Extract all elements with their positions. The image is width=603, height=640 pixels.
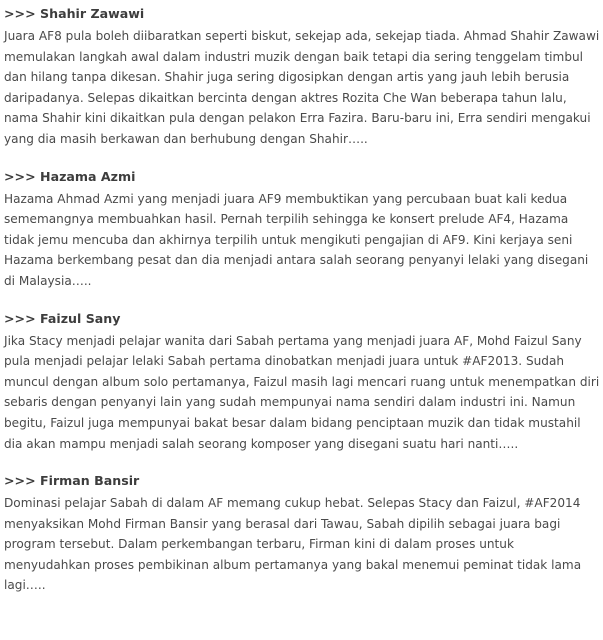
section-paragraph: Juara AF8 pula boleh diibaratkan seperti biskut, sekejap ada, sekejap tiada. Ahmad Shahir Zawawi memulakan langkah awal dalam industri muzik dengan baik tetapi dia sering tenggelam timbul dan hilang tanpa dikesan. Shahir juga sering digosipkan dengan artis yang jauh lebih berusia daripadanya. Selepas dikaitkan bercinta dengan aktres Rozita Che Wan beberapa tahun lalu, nama Shahir kini dikaitkan pula dengan pelakon Erra Fazira. Baru-baru ini, Erra sendiri mengakui yang dia masih berkawan dan berhubung dengan Shahir….. (4, 29, 600, 146)
section-faizul-sany (4, 309, 601, 455)
section-firman-bansir (4, 471, 601, 596)
section-hazama-azmi (4, 167, 601, 292)
section-heading: >>> Faizul Sany (4, 310, 121, 326)
section-paragraph: Jika Stacy menjadi pelajar wanita dari Sabah pertama yang menjadi juara AF, Mohd Faizul Sany pula menjadi pelajar lelaki Sabah pertama dinobatkan menjadi juara untuk #AF2013. Sudah muncul dengan album solo pertamanya, Faizul masih lagi mencari ruang untuk menempatkan diri sebaris dengan penyanyi lain yang sudah mempunyai nama sendiri dalam industri ini. Namun begitu, Faizul juga mempunyai bakat besar dalam bidang penciptaan muzik dan tidak mustahil dia akan mampu menjadi salah seorang komposer yang disegani suatu hari nanti….. (4, 333, 600, 451)
section-shahir-zawawi (4, 4, 601, 150)
section-heading: >>> Shahir Zawawi (4, 6, 145, 21)
section-heading: >>> Hazama Azmi (4, 168, 136, 184)
section-heading: >>> Firman Bansir (4, 473, 140, 489)
section-paragraph: Dominasi pelajar Sabah di dalam AF memang cukup hebat. Selepas Stacy dan Faizul, #AF2014 menyaksikan Mohd Firman Bansir yang berasal dari Tawau, Sabah dipilih sebagai juara bagi program tersebut. Dalam perkembangan terbaru, Firman kini di dalam proses untuk menyudahkan proses pembikinan album pertamanya yang bakal menemui peminat tidak lama lagi….. (4, 496, 582, 593)
section-paragraph: Hazama Ahmad Azmi yang menjadi juara AF9 membuktikan yang percubaan buat kali kedua sememangnya membuahkan hasil. Pernah terpilih sehingga ke konsert prelude AF4, Hazama tidak jemu mencuba dan akhirnya terpilih untuk mengikuti pengajian di AF9. Kini kerjaya seni Hazama berkembang pesat dan dia menjadi antara salah seorang penyanyi lelaki yang disegani di Malaysia….. (4, 191, 589, 288)
